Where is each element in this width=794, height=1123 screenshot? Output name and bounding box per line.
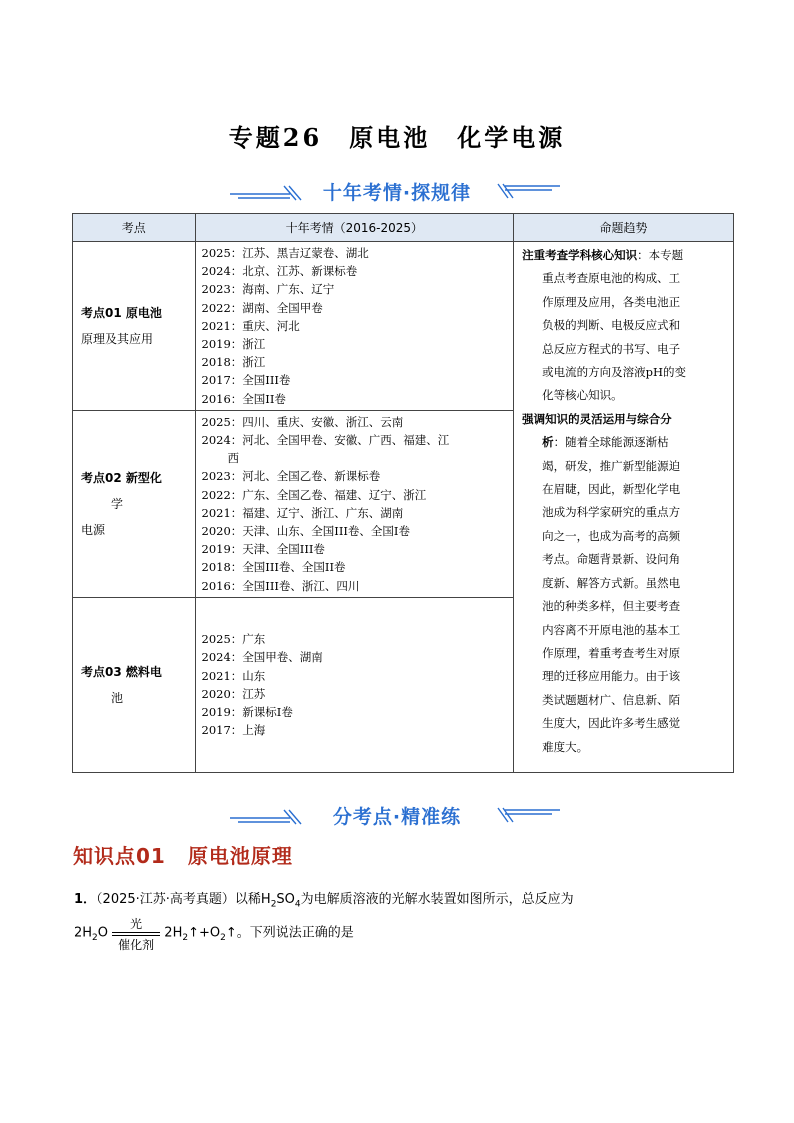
year-line: 2018：全国III卷、全国II卷 (201, 560, 346, 575)
table-row (73, 242, 734, 411)
reaction-condition (112, 915, 160, 951)
year-line: 2016：全国II卷 (201, 391, 286, 406)
trend-line: 化等核心知识。 (542, 388, 623, 403)
table-header: 十年考情（2016-2025） (195, 214, 514, 242)
kp-subtitle: 池 (111, 690, 124, 705)
year-line: 2021：福建、辽宁、浙江、广东、湖南 (201, 505, 404, 520)
trend-line: 难度大。 (542, 739, 589, 754)
trend-line: 池成为科学家研究的重点方 (542, 505, 681, 520)
year-line: 2019：天津、全国III卷 (201, 542, 325, 557)
trend-line: 池的种类多样，但主要考查 (542, 599, 681, 614)
year-line: 2019：浙江 (201, 337, 266, 352)
condition-bottom: 催化剂 (118, 938, 155, 952)
trend-line: 生度大，因此许多考生感觉 (542, 716, 681, 731)
trend-line: 作原理及应用，各类电池正 (542, 294, 681, 309)
eq-text: ↑+O (188, 925, 221, 941)
subscript: 2 (92, 933, 98, 944)
year-line: 2017：全国III卷 (201, 373, 291, 388)
trend-line: 竭，研发，推广新型能源迫 (542, 458, 681, 473)
reaction-equation (74, 915, 354, 951)
subscript: 2 (182, 933, 189, 944)
eq-text: O (97, 925, 109, 941)
year-line: 2023：海南、广东、辽宁 (201, 282, 335, 297)
section-heading (73, 840, 293, 869)
subscript: 2 (270, 899, 277, 910)
subscript: 4 (294, 899, 301, 910)
trend-line: 总反应方程式的书写、电子 (542, 341, 681, 356)
trend-line: 内容离不开原电池的基本工 (542, 622, 681, 637)
banner-title: 分考点·精准练 (332, 806, 462, 828)
table-header: 考点 (73, 214, 196, 242)
eq-text: 2H (164, 925, 183, 941)
year-line: 2016：全国III卷、浙江、四川 (201, 578, 360, 593)
years-cell (195, 597, 514, 772)
year-line: 西 (227, 451, 240, 466)
year-line: 2023：河北、全国乙卷、新课标卷 (201, 469, 381, 484)
knowledge-point-cell (73, 242, 196, 411)
year-line: 2017：上海 (201, 723, 266, 738)
kp-subtitle: 电源 (81, 522, 106, 537)
trend-line: 作原理，着重考查考生对原 (542, 645, 681, 660)
eq-text: 2H (74, 925, 93, 941)
year-line: 2025：四川、重庆、安徽、浙江、云南 (201, 414, 404, 429)
subscript: 2 (220, 933, 226, 944)
trend-line: 类试题题材广、信息新、陌 (542, 692, 681, 707)
trend-line: 考点。命题背景新、设问角 (542, 552, 681, 567)
section-name: 原电池原理 (187, 844, 293, 868)
banner-title: 十年考情·探规律 (322, 182, 472, 204)
year-line: 2021：山东 (201, 668, 266, 683)
trend-heading-tail: 析 (542, 435, 554, 450)
table-header: 命题趋势 (514, 214, 734, 242)
knowledge-point-cell (73, 410, 196, 597)
section-banner-practice (0, 800, 794, 830)
trend-line: 向之一，也成为高考的高频 (542, 528, 681, 543)
year-line: 2025：广东 (201, 632, 266, 647)
question-text: 以稀H (234, 892, 271, 907)
year-line: 2022：湖南、全国甲卷 (201, 300, 323, 315)
year-line: 2020：江苏 (201, 686, 266, 701)
question-text: 为电解质溶液的光解水装置如图所示，总反应为 (300, 892, 574, 907)
year-line: 2024：北京、江苏、新课标卷 (201, 264, 358, 279)
trend-line: 或电流的方向及溶液pH的变 (542, 365, 686, 380)
years-cell (195, 410, 514, 597)
year-line: 2019：新课标I卷 (201, 705, 293, 720)
year-line: 2020：天津、山东、全国III卷、全国I卷 (201, 524, 410, 539)
table-header-row (73, 214, 734, 242)
question-number: 1． (74, 892, 97, 907)
trend-cell (514, 242, 734, 773)
section-banner-history (0, 176, 794, 206)
kp-subtitle: 原理及其应用 (81, 331, 154, 346)
page-title: 专题26 原电池 化学电源 (228, 123, 566, 152)
year-line: 2024：河北、全国甲卷、安徽、广西、福建、江 (201, 433, 450, 448)
knowledge-point-cell (73, 597, 196, 772)
year-line: 2022：广东、全国乙卷、福建、辽宁、浙江 (201, 487, 427, 502)
kp-title: 考点02 新型化 (81, 470, 162, 485)
years-cell (195, 242, 514, 411)
trend-line: 负极的判断、电极反应式和 (542, 318, 681, 333)
exam-analysis-table (72, 213, 734, 773)
question-stem (74, 888, 574, 910)
kp-title: 考点03 燃料电 (81, 664, 162, 679)
year-line: 2018：浙江 (201, 355, 266, 370)
year-line: 2024：全国甲卷、湖南 (201, 650, 323, 665)
year-line: 2021：重庆、河北 (201, 318, 300, 333)
trend-heading: 强调知识的灵活运用与综合分 (522, 411, 672, 426)
question-source: （2025·江苏·高考真题） (96, 892, 235, 907)
year-line: 2025：江苏、黑吉辽蒙卷、湖北 (201, 246, 369, 260)
trend-line: 重点考查原电池的构成、工 (542, 271, 681, 286)
trend-line: 度新、解答方式新。虽然电 (542, 575, 681, 590)
trend-line: 在眉睫，因此，新型化学电 (542, 482, 681, 497)
eq-text: ↑。下列说法正确的是 (225, 925, 354, 941)
kp-title: 考点01 原电池 (81, 305, 162, 320)
trend-heading: 注重考查学科核心知识 (522, 248, 638, 262)
question-text: SO (276, 892, 295, 907)
trend-line: 理的迁移应用能力。由于该 (542, 669, 681, 684)
condition-top: 光 (130, 917, 143, 931)
section-label: 知识点01 (73, 844, 166, 868)
trend-text: ：随着全球能源逐渐枯 (553, 435, 669, 450)
kp-subtitle: 学 (111, 496, 124, 511)
trend-text: ：本专题 (637, 248, 684, 262)
